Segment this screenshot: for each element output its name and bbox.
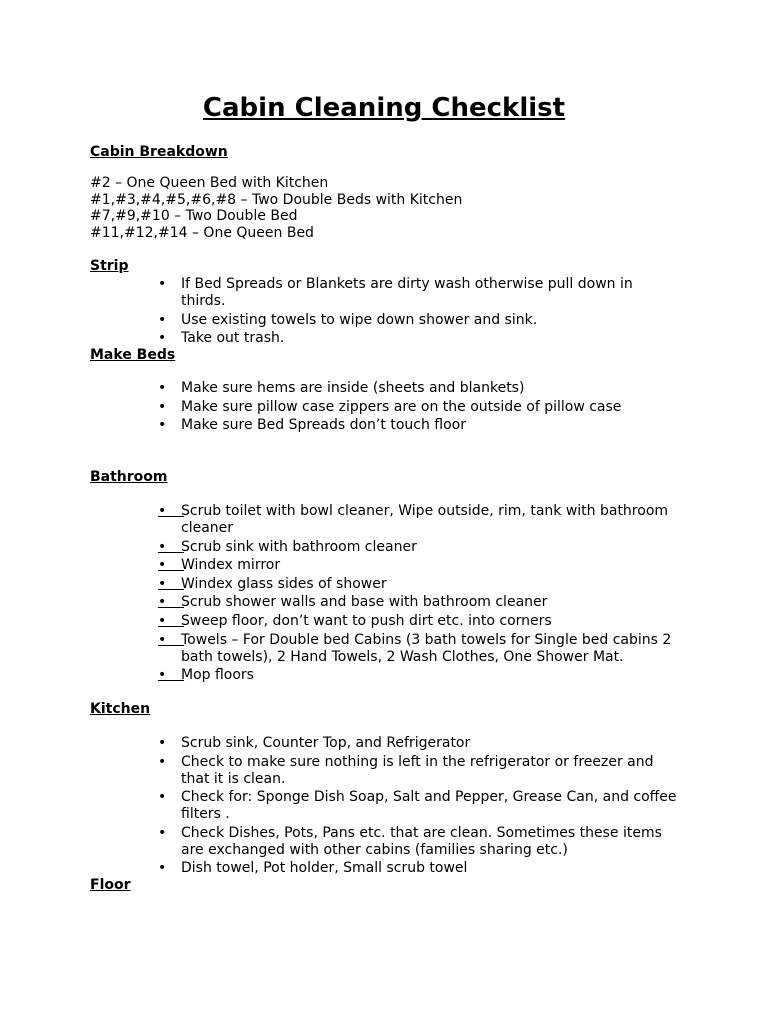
list-item: • Make sure pillow case zippers are on the outside of pillow case [158,398,622,415]
bullet-icon: • [158,631,185,648]
list-item: • Towels – For Double bed Cabins (3 bath towels for Single bed cabins 2 bath towels), 2 Hand Towels, 2 Wash Clothes, One Shower Mat. [158,631,672,665]
list-item: • If Bed Spreads or Blankets are dirty wash otherwise pull down in thirds. [158,276,633,309]
bullet-icon: • [158,575,185,592]
strip-list [0,276,681,349]
cabin-line: #7,#9,#10 – Two Double Bed [90,208,298,224]
bullet-icon: • [158,276,167,292]
bathroom-list [0,503,681,686]
bullet-icon: • [158,667,185,684]
bullet-icon: • [158,557,185,574]
list-item: • Check to make sure nothing is left in the refrigerator or freezer and that it is clean. [158,753,654,787]
bullet-icon: • [158,860,167,877]
list-item: • Windex glass sides of shower [158,575,387,592]
heading-kitchen: Kitchen [90,701,151,717]
kitchen-list [0,735,681,879]
cabin-line: #11,#12,#14 – One Queen Bed [90,225,314,241]
list-item: • Scrub shower walls and base with bathroom cleaner [158,594,548,611]
bullet-icon: • [158,753,167,770]
bullet-icon: • [158,311,167,328]
heading-bathroom: Bathroom [90,469,168,485]
heading-floor: Floor [90,877,131,893]
cabin-line: #1,#3,#4,#5,#6,#8 – Two Double Beds with Kitchen [90,192,463,208]
bullet-icon: • [158,824,167,841]
bullet-icon: • [158,380,167,396]
list-item: • Check Dishes, Pots, Pans etc. that are clean. Sometimes these items are exchanged with other cabins (families sharing etc.) [158,824,662,858]
bullet-icon: • [158,398,167,415]
heading-cabin-breakdown: Cabin Breakdown [90,144,228,160]
list-item: • Dish towel, Pot holder, Small scrub towel [158,860,468,877]
list-item: • Make sure hems are inside (sheets and blankets) [158,380,525,396]
heading-strip: Strip [90,258,129,274]
bullet-icon: • [158,330,167,347]
list-item: • Make sure Bed Spreads don’t touch floor [158,417,466,434]
list-item: • Take out trash. [158,330,285,347]
bullet-icon: • [158,735,167,751]
list-item: • Sweep floor, don’t want to push dirt etc. into corners [158,612,552,629]
list-item: • Use existing towels to wipe down shower and sink. [158,311,538,328]
bullet-icon: • [158,594,185,611]
list-item: • Mop floors [158,667,254,684]
make-beds-list [0,380,681,436]
list-item: • Scrub toilet with bowl cleaner, Wipe outside, rim, tank with bathroom cleaner [158,503,669,536]
cabin-line: #2 – One Queen Bed with Kitchen [90,175,329,191]
bullet-icon: • [158,789,167,806]
list-item: • Scrub sink with bathroom cleaner [158,538,417,555]
bullet-icon: • [158,503,185,519]
list-item: • Check for: Sponge Dish Soap, Salt and Pepper, Grease Can, and coffee filters . [158,789,677,823]
heading-make-beds: Make Beds [90,347,176,363]
bullet-icon: • [158,612,185,629]
page-title: Cabin Cleaning Checklist [202,93,566,123]
bullet-icon: • [158,538,185,555]
list-item: • Windex mirror [158,557,281,574]
list-item: • Scrub sink, Counter Top, and Refrigerator [158,735,471,751]
bullet-icon: • [158,417,167,434]
